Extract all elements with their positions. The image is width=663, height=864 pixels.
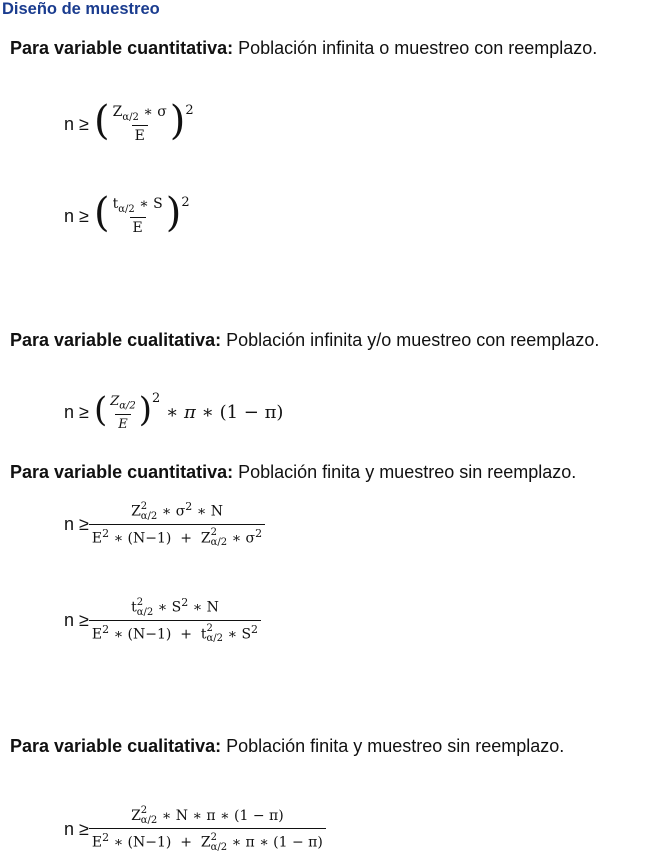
- formula-t-s: n ≥ ( $\frac{t_{\alpha/2} ∗ S}{E}$ ) 2: [64, 190, 190, 236]
- section-heading-3: [10, 462, 576, 483]
- section-heading-bold: Para variable cualitativa:: [10, 736, 222, 756]
- formula-z-finite: n ≥ Z 2 α/2 ∗ $\sigma^2$ ∗ N $E^2$ ∗ (N−1) + Z 2 α/2 ∗ $\sigma^2$: [64, 500, 265, 548]
- section-heading-1: [10, 38, 597, 59]
- page-title: Diseño de muestreo: [2, 0, 160, 18]
- section-heading-2: [10, 330, 599, 351]
- section-heading-4: [10, 736, 564, 757]
- section-heading-rest: Población infinita y/o muestreo con reemplazo.: [221, 330, 600, 350]
- formula-t-finite: n ≥ t 2 α/2 ∗ $S^2$ ∗ N $E^2$ ∗ (N−1) + t 2 α/2 ∗ $S^2$: [64, 596, 261, 644]
- formula-proportion-finite: n ≥ Z 2 α/2 ∗ N ∗ π ∗ (1 − π) $E^2$ ∗ (N−1) + Z 2 α/2 ∗ π ∗ (1 − π): [64, 806, 326, 853]
- section-heading-bold: Para variable cualitativa:: [10, 330, 222, 350]
- section-heading-rest: Población infinita o muestreo con reemplazo.: [233, 38, 598, 58]
- formula-z-sigma: n ≥ ( $\frac{Z_{\alpha/2} ∗ \sigma}{E}$ ) 2: [64, 98, 194, 144]
- section-heading-rest: Población finita y muestreo sin reemplazo.: [221, 736, 565, 756]
- formula-proportion-infinite: n ≥ ( $\frac{Z_{\alpha/2}}{E}$ ) 2 ∗ π ∗ (1 − π): [64, 389, 284, 432]
- section-heading-bold: Para variable cuantitativa:: [10, 462, 234, 482]
- section-heading-rest: Población finita y muestreo sin reemplazo.: [233, 462, 577, 482]
- section-heading-bold: Para variable cuantitativa:: [10, 38, 234, 58]
